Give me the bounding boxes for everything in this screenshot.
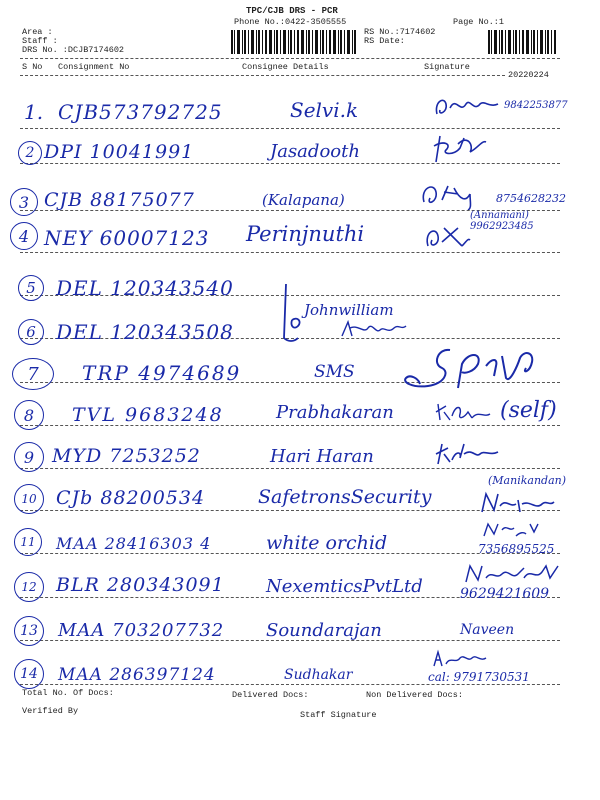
non-delivered-docs-label: Non Delivered Docs: bbox=[366, 690, 463, 700]
entry-12-consignee: NexemticsPvtLtd bbox=[266, 576, 423, 597]
entry-11-signature bbox=[480, 518, 540, 540]
entry-14-consignee: Sudhakar bbox=[284, 667, 353, 683]
entry-4-note: (Annamani) 9962923485 bbox=[470, 210, 534, 232]
entry-1-consignee: Selvi.k bbox=[290, 98, 359, 122]
entry-3-sno: 3 bbox=[10, 188, 38, 216]
row-line bbox=[20, 252, 560, 253]
entry-9-consignee: Hari Haran bbox=[270, 446, 374, 467]
entry-6-consignee: Johnwilliam bbox=[304, 301, 394, 319]
entry-8-consignment: TVL 9683248 bbox=[72, 404, 224, 426]
row-line bbox=[20, 128, 560, 129]
delivered-docs-label: Delivered Docs: bbox=[232, 690, 309, 700]
entry-2-sno: 2 bbox=[18, 141, 42, 165]
entry-6-sno: 6 bbox=[18, 319, 44, 345]
entry-9-consignment: MYD 7253252 bbox=[52, 445, 201, 467]
col-consignment: Consignment No bbox=[58, 62, 130, 72]
entry-3-phone: 8754628232 bbox=[496, 192, 566, 205]
staff-signature-label: Staff Signature bbox=[300, 710, 377, 720]
entry-8-note: (self) bbox=[500, 398, 557, 423]
total-docs-label: Total No. Of Docs: bbox=[22, 688, 114, 698]
entry-4-sno: 4 bbox=[10, 222, 38, 250]
entry-7-consignment: TRP 4974689 bbox=[82, 361, 242, 385]
rs-date: RS Date: bbox=[364, 36, 405, 46]
entry-7-signature bbox=[398, 344, 558, 398]
entries-5-6-bracket bbox=[268, 280, 304, 346]
verified-by-label: Verified By bbox=[22, 706, 79, 716]
entry-13-note: Naveen bbox=[460, 622, 515, 638]
entry-11-consignment: MAA 28416303 4 bbox=[56, 534, 212, 553]
entry-1-consignment: CJB573792725 bbox=[58, 100, 223, 124]
date-stamp: 20220224 bbox=[508, 70, 549, 80]
entry-13-sno: 13 bbox=[14, 616, 44, 646]
drs-number: DRS No. :DCJB7174602 bbox=[22, 45, 125, 55]
entry-5-consignment: DEL 120343540 bbox=[56, 276, 234, 300]
barcode-left bbox=[231, 30, 357, 54]
header-divider-bottom bbox=[20, 75, 505, 76]
entry-9-signature bbox=[432, 440, 502, 468]
entry-14-signature bbox=[430, 648, 490, 670]
entry-8-consignee: Prabhakaran bbox=[276, 402, 394, 423]
entry-10-consignment: CJb 88200534 bbox=[56, 487, 206, 509]
entry-3-consignee: (Kalapana) bbox=[262, 191, 345, 209]
page-number: Page No.:1 bbox=[453, 17, 505, 27]
entry-13-consignment: MAA 703207732 bbox=[58, 620, 225, 641]
phone-number: Phone No.:0422-3505555 bbox=[234, 17, 347, 27]
entry-10-consignee: SafetronsSecurity bbox=[258, 486, 432, 508]
staff-label: Staff : bbox=[22, 36, 58, 46]
entry-1-phone: 9842253877 bbox=[504, 100, 568, 111]
entry-6-consignment: DEL 120343508 bbox=[56, 320, 234, 344]
entry-8-sno: 8 bbox=[14, 400, 44, 430]
entry-10-signature bbox=[476, 490, 556, 516]
entry-3-consignment: CJB 88175077 bbox=[44, 189, 195, 211]
col-signature: Signature bbox=[424, 62, 470, 72]
entry-12-sno: 12 bbox=[14, 572, 44, 602]
entry-1-signature bbox=[432, 92, 502, 122]
row-line bbox=[20, 468, 560, 469]
barcode-right bbox=[488, 30, 558, 54]
entry-10-sno: 10 bbox=[14, 484, 44, 514]
entry-12-phone: 9629421609 bbox=[460, 586, 550, 602]
entry-3-signature bbox=[418, 180, 488, 210]
col-sno: S No bbox=[22, 62, 43, 72]
entry-6-signature bbox=[338, 318, 408, 342]
rs-number: RS No.:7174602 bbox=[364, 27, 436, 37]
area-label: Area : bbox=[22, 27, 53, 37]
entry-12-consignment: BLR 280343091 bbox=[56, 574, 225, 596]
entry-2-consignee: Jasadooth bbox=[270, 141, 360, 162]
entry-7-consignee: SMS bbox=[314, 362, 355, 382]
entry-14-consignment: MAA 286397124 bbox=[58, 665, 216, 685]
entry-4-consignment: NEY 60007123 bbox=[44, 226, 210, 250]
entry-2-consignment: DPI 10041991 bbox=[44, 141, 195, 163]
entry-4-signature bbox=[422, 222, 472, 252]
entry-14-sno: 14 bbox=[14, 659, 44, 689]
entry-9-sno: 9 bbox=[14, 442, 44, 472]
entry-2-signature bbox=[430, 132, 490, 166]
entry-11-phone: 7356895525 bbox=[478, 542, 555, 556]
entry-13-consignee: Soundarajan bbox=[266, 620, 382, 641]
document-title: TPC/CJB DRS - PCR bbox=[246, 6, 338, 16]
entry-1-sno: 1. bbox=[24, 100, 44, 124]
entry-14-phone: cal: 9791730531 bbox=[428, 670, 530, 684]
entry-5-sno: 5 bbox=[18, 275, 44, 301]
entry-11-sno: 11 bbox=[14, 528, 42, 556]
header-divider-top bbox=[20, 58, 560, 59]
entry-12-signature bbox=[462, 562, 562, 586]
entry-8-signature bbox=[434, 400, 494, 424]
entry-7-sno: 7 bbox=[12, 358, 54, 390]
entry-10-note: (Manikandan) bbox=[488, 474, 566, 487]
col-consignee: Consignee Details bbox=[242, 62, 329, 72]
entry-11-consignee: white orchid bbox=[266, 532, 388, 554]
entry-4-consignee: Perinjnuthi bbox=[246, 222, 365, 246]
